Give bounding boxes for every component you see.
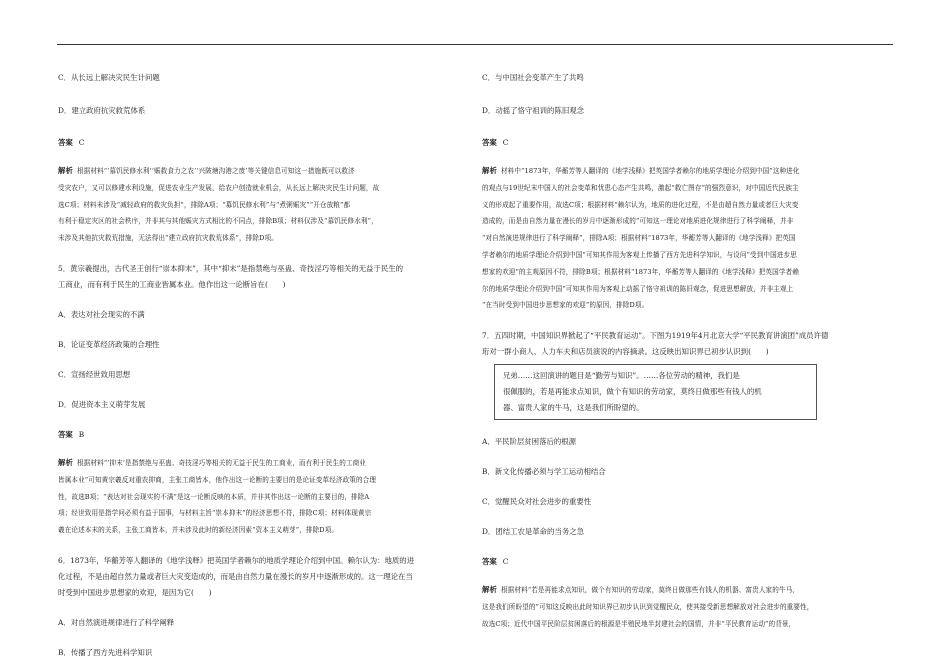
q6-option-c: C．与中国社会变革产生了共鸣 (482, 73, 584, 82)
explanation-label: 解析 (58, 166, 73, 175)
answer-label: 答案 (482, 557, 497, 567)
q6-explanation (482, 163, 892, 314)
quote-line: 器、富贵人家的牛马，这是我们所盼望的。 (503, 403, 644, 413)
q4-answer (58, 135, 468, 151)
q7-quote-box (494, 364, 817, 420)
question-line: 时受到中国进步思想家的欢迎，是因为它( ) (58, 587, 212, 597)
explanation-line: 的观点与19世纪末中国人的社会变革和忧患心态产生共鸣，激起“救亡图存”的强烈意识，对中国近代民族主 (482, 183, 799, 192)
q5-answer (58, 427, 468, 443)
answer-value: C (78, 138, 85, 147)
q7-option-d: D．团结工农是革命的当务之急 (482, 527, 585, 537)
explanation-line: 学者赖尔的地质学理论介绍到中国”可知其作用为客观上传播了西方先进科学知识，与设问“受到中国进步思 (482, 250, 797, 259)
explanation-line: 义的形成起了重要作用，故选C项；根据材料“赖尔认为，地质的进化过程，不是由超自然力量或者巨大灾变 (482, 200, 799, 209)
quote-line: 兄弟……这回演讲的题目是“勤劳与知识”。……各位劳动的精神，我们是 (503, 371, 740, 381)
q6-option-b: B．传播了西方先进科学知识 (58, 647, 153, 657)
quote-line: 很佩服的，若是再能求点知识，做个有知识的劳动家，莫终日做那些有钱人的机 (503, 387, 762, 397)
explanation-line: 根据材料“‘抑末’是指禁绝与巫蛊、奇技淫巧等相关的无益于民生的工商业，而有利于民生的工商业 (76, 458, 366, 467)
question-line: 化过程，不是由超自然力量或者巨大灾变造成的，而是由自然力量在漫长的岁月中逐渐形成的。这一理论在当 (58, 571, 413, 581)
explanation-label: 解析 (58, 457, 73, 467)
explanation-line: “在当时受到中国进步思想家的欢迎”的原因，排除D项。 (482, 301, 649, 310)
answer-value: B (78, 429, 85, 439)
q7-explanation (482, 582, 892, 632)
q4-option-d: D．建立政府抗灾救荒体系 (58, 106, 146, 115)
q5-option-b: B．论证变革经济政策的合理性 (58, 339, 160, 349)
right-column (482, 70, 892, 633)
q5-option-a: A．表达对社会现实的不满 (58, 309, 145, 319)
answer-label: 答案 (58, 138, 73, 147)
explanation-line: 想家的欢迎”的主观原因不符，排除B项；根据材料“1873年，华蘅芳等人翻译的《地学浅释》把英国学者赖 (482, 267, 799, 276)
explanation-line: 故选C项；近代中国平民阶层贫困落后的根源是半殖民地半封建社会的国情，并非“平民教育运动”的背景， (482, 619, 796, 628)
q7-option-b: B．新文化传播必须与学工运动相结合 (482, 467, 606, 477)
explanation-line: 有利于稳定灾区的社会秩序，并非其与其他赈灾方式相比的不同点，排除B项；材料仅涉及“慕饥民修水利”， (58, 217, 378, 226)
explanation-line: 皆属本业”可知黄宗羲反对重农抑商，主张工商皆本，他作出这一论断的主要目的是论证变革经济政策的合理 (58, 475, 377, 484)
q7-option-a: A．平民阶层贫困落后的根源 (482, 437, 577, 447)
explanation-line: 材料中“1873年，华蘅芳等人翻译的《地学浅释》把英国学者赖尔的地质学理论介绍到中国”这种进化 (500, 167, 800, 175)
q6-stem (58, 553, 468, 601)
question-line: 工商业，而有利于民生的工商业皆属本业。他作出这一论断旨在( ) (58, 279, 286, 289)
answer-value: C (502, 138, 509, 147)
explanation-line: 造成的，而是由自然力量在漫长的岁月中逐渐形成的”可知这一理论对地质进化规律进行了科学阐释，并非 (482, 217, 794, 226)
explanation-line: 这是我们所盼望的”可知这反映出此时知识界已初步认识到觉醒民众，使其接受新思想解放对社会进步的重要性， (482, 602, 814, 611)
explanation-line: 未涉及其他抗灾救荒措施，无法得出“建立政府抗灾救荒体系”，排除D项。 (58, 234, 278, 243)
q6-option-d: D．动摇了恪守祖训的陈旧观念 (482, 106, 585, 115)
header-rule (57, 44, 893, 45)
explanation-line: 根据材料“‘慕饥民修水利’‘赈救食力之农’‘兴陂塘沟港之废’等关键信息可知这一措施既可以救济 (76, 167, 355, 175)
q6-answer (482, 135, 892, 151)
explanation-label: 解析 (482, 585, 497, 595)
explanation-line: 选C项；材料未涉及“减轻政府的救灾负担”，排除A项；“募饥民修水利”与“煮粥赈灾”“开仓放粮”都 (58, 200, 351, 209)
explanation-line: 受灾农户，又可以修建水利设施，促进农业生产发展，给农户创造就业机会，从长远上解决灾民生计问题，故 (58, 183, 380, 192)
explanation-line: “对自然演进规律进行了科学阐释”，排除A项；根据材料“1873年，华蘅芳等人翻译的《地学浅释》把英国 (482, 234, 796, 243)
question-line: 7．五四时期，中国知识界掀起了“平民教育运动”。下图为1919年4月北京大学“平民教育讲演团”成员许德 (482, 331, 829, 341)
explanation-line: 根据材料“若是再能求点知识，做个有知识的劳动家，莫终日做那些有钱人的机器、富贵人家的牛马， (500, 586, 799, 595)
q7-option-c: C．觉醒民众对社会进步的重要性 (482, 497, 592, 507)
explanation-line: 尔的地质学理论介绍到中国”可知其作用为客观上动摇了恪守祖训的陈旧观念，促进思想解放，并非主观上 (482, 284, 794, 293)
q6-option-a: A．对自然演进规律进行了科学阐释 (58, 617, 175, 627)
answer-label: 答案 (58, 429, 73, 439)
question-line: 珩对一群小商人、人力车夫和店员演说的内容摘录。这反映出知识界已初步认识到( ) (482, 347, 769, 357)
q5-stem (58, 261, 468, 293)
q7-answer (482, 554, 892, 570)
q5-explanation (58, 455, 468, 539)
explanation-label: 解析 (482, 166, 497, 175)
left-column (58, 70, 468, 661)
question-line: 5．黄宗羲提出，古代圣王创行“崇本抑末”，其中“抑末”是指禁绝与巫蛊、奇技淫巧等相关的无益于民生的 (58, 263, 404, 273)
q5-option-c: C．宣扬经世致用思想 (58, 369, 131, 379)
q4-explanation (58, 163, 468, 247)
explanation-line: 性，故选B项；“表达对社会现实的不满”是这一论断反映的本质，并非其作出这一论断的主要目的，排除A (58, 492, 370, 501)
q4-option-c: C．从长远上解决灾民生计问题 (58, 73, 160, 82)
answer-label: 答案 (482, 138, 497, 147)
answer-value: C (502, 557, 509, 567)
explanation-line: 羲在论述本末的关系，主张工商皆本，并未涉及此时的新经济因素“资本主义萌芽”，排除D项。 (58, 526, 339, 535)
question-line: 6．1873年，华蘅芳等人翻译的《地学浅释》把英国学者赖尔的地质学理论介绍到中国。赖尔认为：地质的进 (58, 555, 415, 565)
q7-stem (482, 328, 892, 360)
explanation-line: 项；经世致用是指学问必须有益于国事，与材料主旨“崇本抑末”的经济思想不符，排除C项；材料体现黄宗 (58, 509, 372, 518)
q5-option-d: D．促进资本主义萌芽发展 (58, 399, 146, 409)
